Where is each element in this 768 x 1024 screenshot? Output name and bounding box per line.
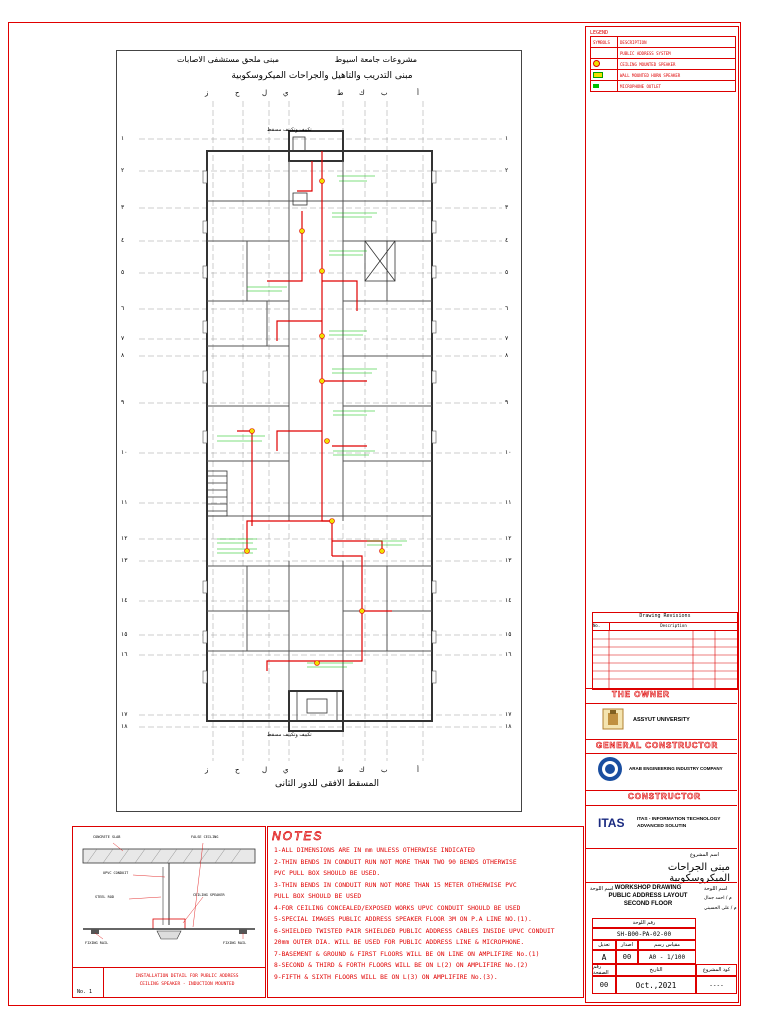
stair-elevator-cores (207, 137, 395, 721)
row-label-left: ٦ (121, 305, 125, 312)
row-label-left: ٨ (121, 352, 125, 359)
col-label-bottom-h: ح (235, 766, 240, 774)
date-value: Oct.,2021 (616, 976, 696, 994)
row-label-left: ٤ (121, 237, 125, 244)
revisions-table (592, 612, 738, 690)
constructor-heading: CONSTRUCTOR (628, 792, 702, 801)
row-label-left: ١٧ (121, 711, 128, 718)
col-label-l: ل (262, 89, 268, 97)
row-label-right: ١٠ (505, 449, 512, 456)
row-label-left: ٣ (121, 204, 125, 211)
owner-name: ASSYUT UNIVERSITY (633, 717, 690, 723)
owner-heading: THE OWNER (612, 690, 670, 699)
row-label-left: ١٦ (121, 651, 128, 658)
col-label-bottom-y: ي (283, 766, 289, 774)
note-line-10: 7-BASEMENT & GROUND & FIRST FLOORS WILL BE ON LINE ON AMPLIFIRE No.(1) (274, 950, 540, 958)
legend-row-1: PUBLIC ADDRESS SYSTEM (618, 48, 736, 59)
interior-walls (207, 161, 432, 691)
col-label-bottom-z: ز (205, 766, 209, 774)
row-label-left: ١ (121, 135, 125, 142)
floor-plan-drawing (117, 51, 521, 811)
plan-caption: المسقط الافقى للدور الثانى (275, 779, 379, 789)
sheet-value: 00 (592, 976, 616, 994)
row-label-left: ١٤ (121, 597, 128, 604)
grid-row-lines (139, 139, 502, 727)
drawing-line-2: PUBLIC ADDRESS LAYOUT (608, 893, 688, 899)
drawing-number: SH-B00-PA-02-00 (592, 928, 696, 940)
windows (203, 171, 436, 683)
detail-label-support: STEEL ROD (95, 895, 114, 899)
notes-title: NOTES (272, 829, 324, 843)
row-label-right: ٩ (505, 399, 509, 406)
rev-label: تعديل (592, 940, 616, 950)
scale-value: A0 - 1/100 (638, 950, 696, 964)
note-line-5: PULL BOX SHOULD BE USED (274, 893, 362, 900)
row-label-left: ١٨ (121, 723, 128, 730)
note-line-8: 6-SHIELDED TWISTED PAIR SHIELDED PUBLIC ADDRESS CABLES INSIDE UPVC CONDUIT (274, 927, 555, 935)
row-label-right: ١٨ (505, 723, 512, 730)
col-label-bottom-a: أ (417, 766, 419, 774)
legend-row-2: CEILING MOUNTED SPEAKER (618, 59, 736, 70)
note-line-1: 1-ALL DIMENSIONS ARE IN mm UNLESS OTHERWISE INDICATED (274, 847, 475, 854)
row-label-right: ٢ (505, 167, 509, 174)
project-label: اسم المشروع (690, 852, 719, 858)
col-label-z: ز (205, 89, 209, 97)
pa-annotations-green (217, 176, 407, 667)
col-label-bottom-k: ك (359, 766, 365, 774)
scale-label: مقياس رسم (638, 940, 696, 950)
row-label-right: ١٥ (505, 631, 512, 638)
drawing-no-label: رقم اللوحة (592, 918, 696, 928)
constructor-name-2: ADVANCED SOLUTIN (637, 824, 687, 829)
detail-label-ceiling: FALSE CEILING (191, 835, 219, 839)
code-label: كود المشروع (696, 964, 737, 976)
revisions-rows (593, 631, 737, 689)
engineer-name: م / احمد جمال (704, 896, 732, 901)
floor-plan (116, 50, 522, 812)
row-label-left: ١٣ (121, 557, 128, 564)
notes-box (267, 826, 584, 998)
detail-number: No. 1 (77, 989, 93, 995)
detail-caption-1: INSTALLATION DETAIL FOR PUBLIC ADDRESS (135, 974, 239, 979)
col-label-t: ط (337, 89, 344, 97)
arab-engineering-logo-icon (596, 756, 624, 782)
col-label-y: ي (283, 89, 289, 97)
row-label-right: ١٣ (505, 557, 512, 564)
row-label-right: ١٧ (505, 711, 512, 718)
col-label-b: ب (381, 89, 388, 97)
col-label-bottom-t: ط (337, 766, 344, 774)
row-label-right: ١٤ (505, 597, 512, 604)
rev-value: A (592, 950, 616, 964)
row-label-left: ١٠ (121, 449, 128, 456)
note-line-2: 2-THIN BENDS IN CONDUIT RUN NOT MORE THAN TWO 90 BENDS OTHERWISE (274, 858, 517, 866)
issue-value: 00 (616, 950, 638, 964)
legend-col-desc: DESCRIPTION (618, 37, 736, 48)
checker-name: م / على الحسيني (704, 906, 737, 911)
drawing-line-1: WORKSHOP DRAWING (614, 885, 682, 891)
ceiling-speakers (245, 179, 385, 666)
note-line-12: 9-FIFTH & SIXTH FLOORS WILL BE ON L(3) ON AMPLIFIRE No.(3). (274, 973, 498, 981)
general-contractor-name: ARAB ENGINEERING INDUSTRY COMPANY (629, 766, 723, 771)
constructor-name-1: ITAS - INFORMATION TECHNOLOGY (637, 817, 721, 822)
note-line-7: 5-SPECIAL IMAGES PUBLIC ADDRESS SPEAKER FLOOR 3M ON P.A LINE NO.(1). (274, 916, 532, 923)
row-label-right: ٤ (505, 237, 509, 244)
detail-label-rail-2: FIXING RAIL (223, 941, 247, 945)
legend-col-symbol: SYMBOLS (591, 37, 618, 48)
revisions-col-desc: Description (660, 623, 687, 628)
col-label-k: ك (359, 89, 365, 97)
drawing-line-3: SECOND FLOOR (623, 901, 673, 907)
row-label-right: ١٢ (505, 535, 512, 542)
sheet-label: رقم الصفحة (592, 964, 616, 976)
revisions-col-no: No. (593, 623, 610, 630)
plan-title-1b: مبنى ملحق مستشفى الاصابات (177, 55, 280, 64)
row-label-right: ١٦ (505, 651, 512, 658)
project-name: مبنى الجراحات الميكروسكوبية (667, 862, 730, 884)
col-label-h: ح (235, 89, 240, 97)
row-label-right: ١١ (505, 499, 512, 506)
code-value: ---- (696, 976, 737, 994)
revisions-title: Drawing Revisions (593, 613, 737, 623)
drawing-title-label: اسم اللوحة (704, 886, 728, 892)
detail-label-box: CEILING SPEAKER (193, 893, 225, 897)
col-label-bottom-l: ل (262, 766, 268, 774)
issue-label: اصدار (616, 940, 638, 950)
row-label-right: ٧ (505, 335, 509, 342)
detail-caption-2: CEILING SPEAKER - INDUCTION MOUNTED (139, 982, 235, 987)
row-label-right: ١ (505, 135, 509, 142)
row-label-left: ٧ (121, 335, 125, 342)
row-label-right: ٦ (505, 305, 509, 312)
bottom-room-label: تكييف وتكييف مسقط (267, 732, 312, 738)
row-label-left: ١١ (121, 499, 128, 506)
note-line-9: 20mm OUTER DIA. WILL BE USED FOR PUBLIC ADDRESS LINE & MICROPHONE. (274, 939, 525, 946)
drawing-title-label-left: اسم اللوحة (590, 886, 614, 892)
plan-title-1: مشروعات جامعة اسيوط (334, 55, 417, 64)
note-line-3: PVC PULL BOX SHOULD BE USED. (274, 870, 381, 877)
notes-list (274, 845, 579, 983)
detail-label-rail: FIXING RAIL (85, 941, 109, 945)
detail-label-conduit: UPVC CONDUIT (103, 871, 129, 875)
note-line-4: 3-THIN BENDS IN CONDUIT RUN NOT MORE THAN 15 METER OTHERWISE PVC (274, 881, 517, 889)
plan-title-2: مبنى التدريب والتاهيل والجراحات الميكروسكوبية (231, 71, 413, 81)
legend-row-3: WALL MOUNTED HORN SPEAKER (618, 70, 736, 81)
note-line-11: 8-SECOND & THIRD & FORTH FLOORS WILL BE ON L(2) ON AMPLIFIRE No.(2) (274, 962, 529, 969)
row-label-left: ٩ (121, 399, 125, 406)
row-label-right: ٣ (505, 204, 509, 211)
installation-detail (72, 826, 266, 998)
itas-logo: ITAS (598, 816, 625, 830)
row-label-left: ١٢ (121, 535, 128, 542)
top-room-label: تكييف وتكييف مسقط (267, 127, 312, 133)
detail-label-concrete: CONCRETE SLAB (93, 835, 121, 839)
university-logo-icon (600, 706, 626, 732)
row-label-left: ٢ (121, 167, 125, 174)
note-line-6: 4-FOR CEILING CONCEALED/EXPOSED WORKS UPVC CONDUIT SHOULD BE USED (274, 904, 521, 912)
legend-row-4: MICROPHONE OUTLET (618, 81, 736, 92)
row-label-left: ١٥ (121, 631, 128, 638)
row-label-left: ٥ (121, 269, 125, 276)
legend-title: LEGEND (590, 30, 609, 36)
date-label: التاريخ (616, 964, 696, 976)
col-label-bottom-b: ب (381, 766, 388, 774)
row-label-right: ٥ (505, 269, 509, 276)
col-label-a: أ (417, 89, 419, 97)
general-contractor-heading: GENERAL CONSTRUCTOR (596, 741, 719, 750)
row-label-right: ٨ (505, 352, 509, 359)
